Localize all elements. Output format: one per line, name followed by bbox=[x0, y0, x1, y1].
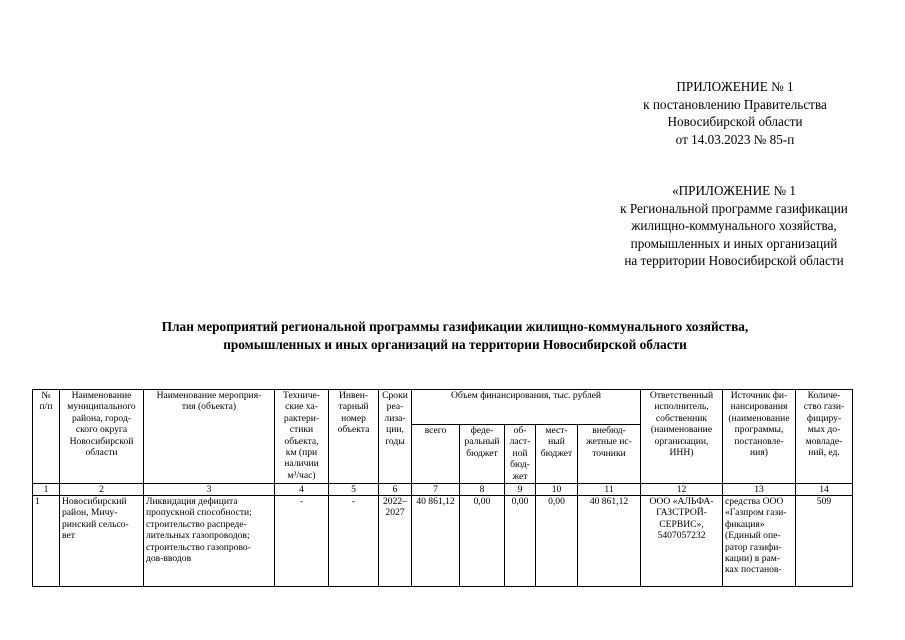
cell-responsible: ООО «АЛЬФА- ГАЗСТРОЙ- СЕРВИС», 5407057232 bbox=[641, 496, 723, 587]
header-federal: феде- ральный бюджет bbox=[460, 425, 505, 484]
cell-local: 0,00 bbox=[536, 496, 578, 587]
program-appendix-line: «ПРИЛОЖЕНИЕ № 1 bbox=[672, 183, 796, 198]
cell-municipality: Новосибирский район, Мичу- ринский сельсо- вет bbox=[60, 496, 144, 587]
document-title bbox=[80, 318, 830, 354]
header-extra: внебюд- жетные ис- точники bbox=[578, 425, 641, 484]
column-number: 12 bbox=[641, 484, 723, 496]
program-appendix-line: промышленных и иных организаций bbox=[630, 235, 838, 251]
program-appendix-line: жилищно-коммунального хозяйства, bbox=[631, 218, 837, 233]
cell-total: 40 861,12 bbox=[412, 496, 460, 587]
plan-table bbox=[32, 389, 853, 587]
table-row bbox=[33, 496, 853, 587]
cell-inventory: - bbox=[329, 496, 379, 587]
column-number: 5 bbox=[329, 484, 379, 496]
header-terms: Сроки реа- лиза- ции, годы bbox=[379, 390, 412, 484]
column-number: 10 bbox=[536, 484, 578, 496]
column-number-row bbox=[33, 484, 853, 496]
header-tech: Техниче- ские ха- рактери- стики объекта, км (при наличии м³/час) bbox=[275, 390, 329, 484]
program-appendix-line: на территории Новосибирской области bbox=[624, 253, 844, 268]
title-line: План мероприятий региональной программы газификации жилищно-коммунального хозяйства, bbox=[161, 319, 749, 334]
column-number: 6 bbox=[379, 484, 412, 496]
cell-terms: 2022– 2027 bbox=[379, 496, 412, 587]
column-number: 8 bbox=[460, 484, 505, 496]
appendix-line: Новосибирской области bbox=[667, 114, 803, 129]
cell-count: 509 bbox=[796, 496, 853, 587]
column-number: 7 bbox=[412, 484, 460, 496]
header-count: Количе- ство гази- фициру- мых до- мовладе- ний, ед. bbox=[796, 390, 853, 484]
column-number: 1 bbox=[33, 484, 60, 496]
header-total: всего bbox=[412, 425, 460, 484]
column-number: 13 bbox=[723, 484, 796, 496]
header-local: мест- ный бюджет bbox=[536, 425, 578, 484]
column-number: 3 bbox=[144, 484, 275, 496]
header-financing: Объем финансирования, тыс. рублей bbox=[412, 390, 641, 425]
cell-extra: 40 861,12 bbox=[578, 496, 641, 587]
header-responsible: Ответственный исполнитель, собственник (наименование организации, ИНН) bbox=[641, 390, 723, 484]
appendix-line: от 14.03.2023 № 85-п bbox=[675, 131, 795, 147]
cell-source: средства ООО «Газпром гази- фикация» (Единый опе- ратор газифи- кации) в рам- ках постанов- bbox=[723, 496, 796, 587]
appendix-line: ПРИЛОЖЕНИЕ № 1 bbox=[676, 79, 794, 94]
header-municipality: Наименование муниципального района, город- ского округа Новосибирской области bbox=[60, 390, 144, 484]
appendix-line: к постановлению Правительства bbox=[643, 96, 827, 112]
appendix-block bbox=[600, 78, 870, 148]
header-num: № п/п bbox=[33, 390, 60, 484]
column-number: 4 bbox=[275, 484, 329, 496]
title-line: промышленных и иных организаций на территории Новосибирской области bbox=[223, 337, 687, 352]
header-source: Источник фи- нансирования (наименование программы, постановле- ния) bbox=[723, 390, 796, 484]
column-number: 9 bbox=[505, 484, 536, 496]
cell-num: 1 bbox=[33, 496, 60, 587]
header-event: Наименование мероприя- тия (объекта) bbox=[144, 390, 275, 484]
column-number: 2 bbox=[60, 484, 144, 496]
cell-event: Ликвидация дефицита пропускной способности; строительство распреде- лительных газопроводов; строительство газопрово- дов-вводов bbox=[144, 496, 275, 587]
column-number: 14 bbox=[796, 484, 853, 496]
header-regional: об- ласт- ной бюд- жет bbox=[505, 425, 536, 484]
header-inventory: Инвен- тарный номер объекта bbox=[329, 390, 379, 484]
cell-tech: - bbox=[275, 496, 329, 587]
program-appendix-line: к Региональной программе газификации bbox=[620, 200, 848, 216]
cell-federal: 0,00 bbox=[460, 496, 505, 587]
cell-regional: 0,00 bbox=[505, 496, 536, 587]
table-header-row bbox=[33, 390, 853, 425]
program-appendix-block bbox=[586, 182, 882, 270]
column-number: 11 bbox=[578, 484, 641, 496]
